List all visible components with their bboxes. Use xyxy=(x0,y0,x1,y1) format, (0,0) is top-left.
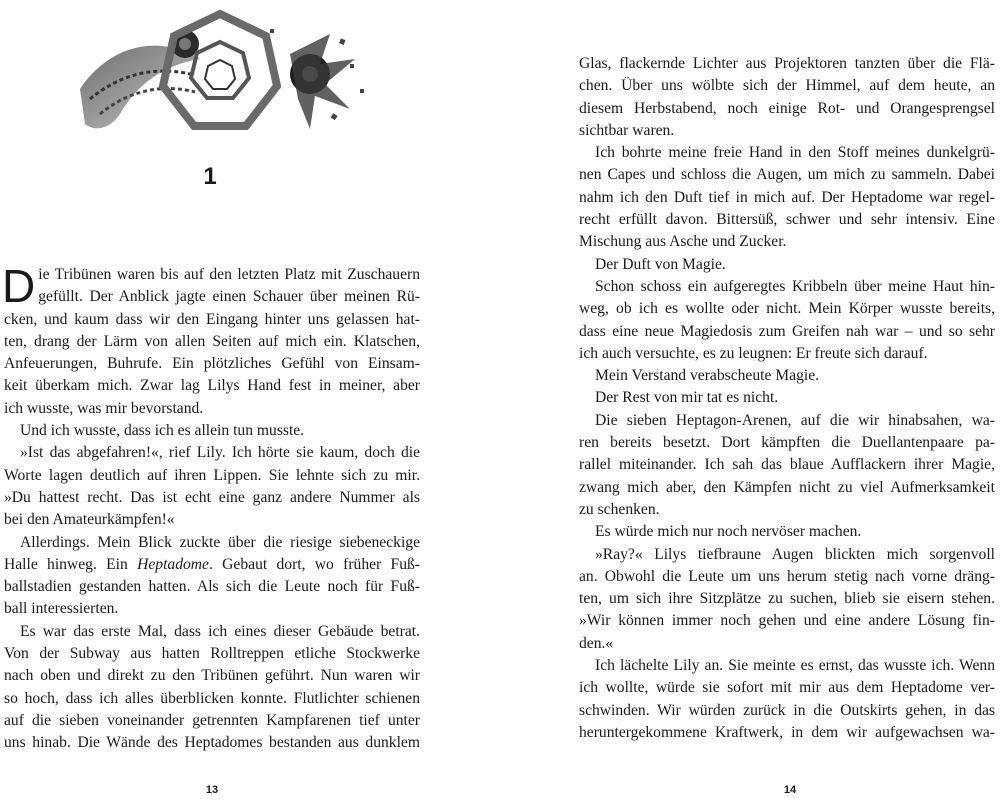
text-line: chen. Über uns wölbte sich der Himmel, auf dem heute, an xyxy=(579,77,995,95)
dropcap-letter: D xyxy=(2,260,36,312)
left-body-text xyxy=(2,260,420,755)
text-line: weg, ob ich es wollte oder nicht. Mein Körper wusste bereits, xyxy=(579,300,995,318)
text-line: ball interessierten. xyxy=(4,600,119,618)
text-line: Die sieben Heptagon-Arenen, auf die wir hinabsahen, wa- xyxy=(595,411,995,429)
text-line: keit überkam mich. Zwar lag Lilys Hand fest in meiner, aber xyxy=(4,377,420,395)
text-line: Es würde mich nur noch nervöser machen. xyxy=(595,523,862,541)
text-line: »Ist das abgefahren!«, rief Lily. Ich hörte sie kaum, doch die xyxy=(20,444,420,462)
text-line: nen Capes und schloss die Augen, um mich zu sammeln. Dabei xyxy=(579,166,995,184)
text-line: »Du hattest recht. Das ist echt eine ganz andere Nummer als xyxy=(4,488,420,506)
text-line: so hoch, dass ich alles überblicken konnte. Flutlichter schienen xyxy=(4,689,420,707)
text-line: ballstadien gestanden hatten. Als sich die Leute noch für Fuß- xyxy=(4,578,420,596)
right-body-text xyxy=(579,53,995,744)
right-page xyxy=(500,0,1000,800)
text-line: cken, und kaum dass wir den Eingang hinter uns gelassen hat- xyxy=(4,310,420,328)
text-line: ich wollte, würde sie sofort mit mir aus dem Heptadome ver- xyxy=(579,679,995,697)
text-line: den.« xyxy=(579,634,614,652)
text-line: ten, um sich ihre Sitzplätze zu suchen, blieb sie eisern stehen. xyxy=(579,590,995,608)
text-line: nach oben und direkt zu den Tribünen geführt. Nun waren wir xyxy=(4,667,420,685)
text-line: recht erfüllt davon. Bittersüß, schwer und sehr intensiv. Eine xyxy=(579,211,995,229)
text-line: zwang mich aber, den Kämpfen nicht zu viel Aufmerksamkeit xyxy=(579,478,995,496)
text-line: schwinden. Wir würden zurück in die Outskirts gehen, in das xyxy=(579,701,995,719)
page-number-left: 13 xyxy=(205,784,219,796)
text-line: Anfeuerungen, Buhrufe. Ein plötzliches Gefühl von Einsam- xyxy=(4,355,420,373)
text-line: Der Rest von mir tat es nicht. xyxy=(595,389,779,407)
text-line: Der Duft von Magie. xyxy=(595,255,726,273)
text-line: Es war das erste Mal, dass ich eines dieser Gebäude betrat. xyxy=(20,622,420,640)
chapter-number: 1 xyxy=(203,163,217,190)
text-line: Ich lächelte Lily an. Sie meinte es ernst, das wusste ich. Wenn xyxy=(595,657,995,675)
text-line: bei den Amateurkämpfen!« xyxy=(4,511,175,529)
text-line: Ich bohrte meine freie Hand in den Stoff meines dunkelgrü- xyxy=(595,144,995,162)
page-number-right: 14 xyxy=(783,784,797,796)
text-line: sichtbar waren. xyxy=(579,121,675,139)
text-line: »Ray?« Lilys tiefbraune Augen blickten mich sorgenvoll xyxy=(595,545,995,563)
text-line: Glas, flackernde Lichter aus Projektoren tanzten über die Flä- xyxy=(579,55,995,72)
text-line: ten, drang der Lärm von allen Seiten auf mich ein. Klatschen, xyxy=(4,332,420,350)
text-line: Von der Subway aus hatten Rolltreppen etliche Stockwerke xyxy=(4,645,420,663)
text-line: gefüllt. Der Anblick jagte einen Schauer über meinen Rü- xyxy=(38,288,420,306)
text-line: Halle hinweg. Ein Heptadome. Gebaut dort, wo früher Fuß- xyxy=(4,555,420,573)
text-line: »Wir können immer noch gehen und eine andere Lösung fin- xyxy=(579,612,995,630)
text-line: rallel miteinander. Ich sah das blaue Aufflackern ihrer Magie, xyxy=(579,456,995,474)
text-line: diesem Herbstabend, noch einige Rot- und Orangesprengsel xyxy=(579,99,995,117)
text-line: auf die sieben voneinander getrennten Kampfarenen tief unter xyxy=(4,711,420,729)
text-line: Mischung aus Asche und Zucker. xyxy=(579,233,787,251)
text-line: Mein Verstand verabscheute Magie. xyxy=(595,367,820,385)
text-line: ren bereits besetzt. Dort kämpften die Duellantenpaare pa- xyxy=(579,434,995,452)
text-line: ich wusste, was mir bevorstand. xyxy=(4,399,204,417)
text-line: ie Tribünen waren bis auf den letzten Platz mit Zuschauern xyxy=(38,266,420,283)
text-line: an. Obwohl die Leute um uns herum stetig nach vorne dräng- xyxy=(579,567,995,585)
text-line: zu schenken. xyxy=(579,500,660,518)
text-line: heruntergekommene Kraftwerk, in dem wir aufgewachsen wa- xyxy=(579,723,995,741)
text-line: Schon schoss ein aufgeregtes Kribbeln über meine Haut hin- xyxy=(595,277,995,295)
text-line: nahm ich den Duft tief in mich auf. Der Heptadome war regel- xyxy=(579,188,995,206)
text-line: ich auch versuchte, es zu leugnen: Er freute sich darauf. xyxy=(579,344,928,362)
text-line: Worte lagen deutlich auf ihren Lippen. Sie lehnte sich zu mir. xyxy=(4,466,420,484)
text-line: Allerdings. Mein Blick zuckte über die riesige siebeneckige xyxy=(20,533,420,551)
text-line: uns hinab. Die Wände des Heptadomes bestanden aus dunklem xyxy=(4,734,420,752)
text-line: Und ich wusste, dass ich es allein tun musste. xyxy=(20,422,305,440)
text-line: dass eine neue Magiedosis zum Greifen nah war – und so sehr xyxy=(579,322,995,340)
chapter-ornament-illustration xyxy=(70,4,370,154)
